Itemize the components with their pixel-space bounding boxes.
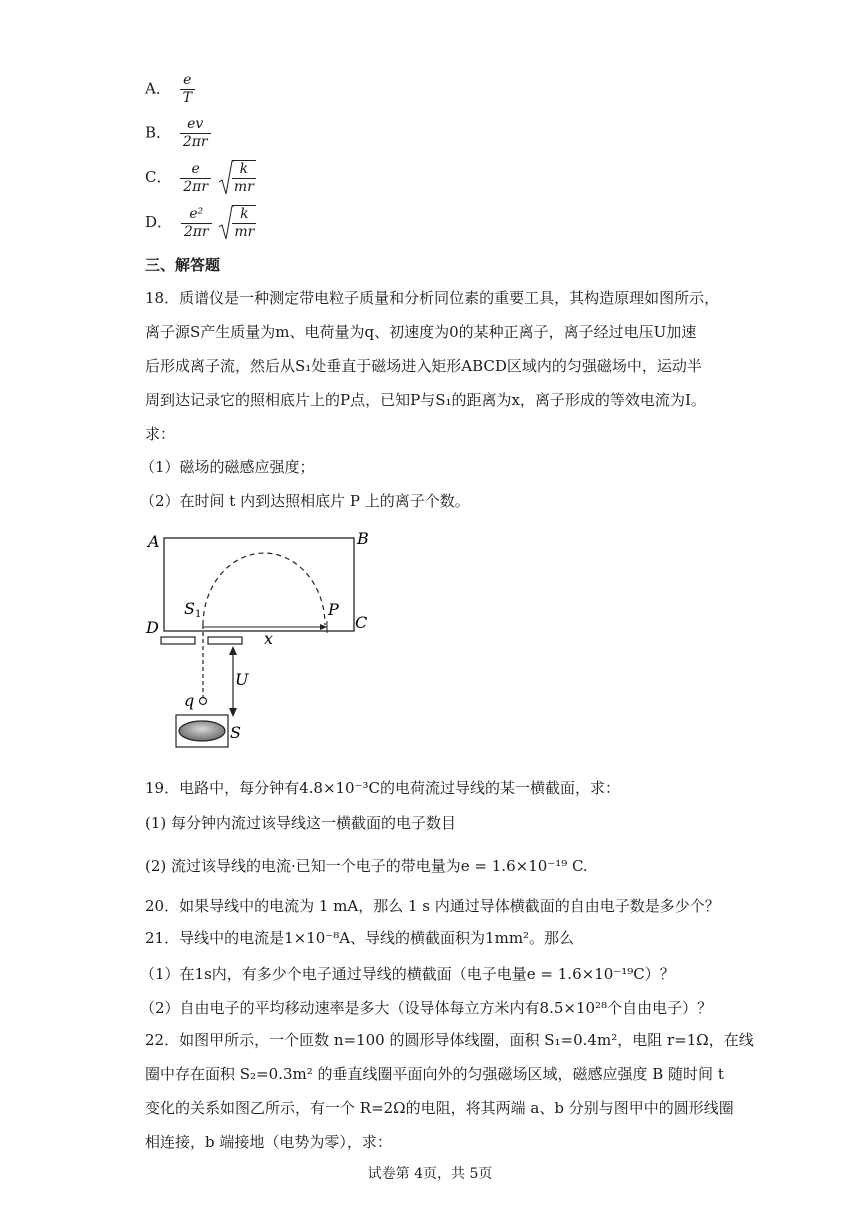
label-p: P: [328, 600, 339, 619]
q20-line: 20．如果导线中的电流为 1 mA，那么 1 s 内通过导体横截面的自由电子数是多少个？: [145, 897, 720, 915]
plate-left: [161, 637, 195, 644]
q22-line-4: 相连接，b 端接地（电势为零），求：: [145, 1133, 392, 1151]
label-s: S: [230, 723, 241, 742]
option-a-label: A．: [145, 79, 171, 98]
voltage-arrow-down: [229, 708, 237, 717]
label-s1-subscript: 1: [195, 609, 202, 620]
q22-line-1: 22．如图甲所示，一个匝数 n=100 的圆形导体线圈，面积 S₁=0.4m²，电阻 r=1Ω，在线: [145, 1031, 754, 1049]
q18-line-5: 求：: [145, 425, 176, 443]
option-c-label: C．: [145, 168, 172, 186]
option-c: [145, 160, 256, 196]
option-b-fraction: [180, 116, 211, 151]
q18-line-3: 后形成离子流，然后从S₁处垂直于磁场进入矩形ABCD区域内的匀强磁场中，运动半: [145, 357, 702, 375]
label-b: B: [357, 529, 369, 548]
plate-right: [208, 637, 242, 644]
option-d-sqrt: [218, 205, 256, 241]
option-b: [145, 116, 211, 151]
q19-sub-1: (1) 每分钟内流过该导线这一横截面的电子数目: [145, 814, 457, 832]
ion-trajectory: [203, 553, 325, 625]
label-d: D: [146, 618, 159, 637]
option-c-numerator: e: [180, 161, 211, 179]
q19-line: 19．电路中，每分钟有4.8×10⁻³C的电荷流过导线的某一横截面，求：: [145, 779, 621, 797]
label-u: U: [235, 670, 249, 689]
charge-q-dot: [200, 698, 207, 705]
option-d-sqrt-denominator: mr: [234, 224, 255, 240]
option-d-numerator: e²: [181, 206, 212, 224]
option-a: [145, 72, 195, 107]
distance-x-arrowhead: [320, 624, 327, 630]
mass-spectrometer-diagram: [140, 525, 380, 755]
q21-sub-1: （1）在1s内，有多少个电子通过导线的横截面（电子电量e = 1.6×10⁻¹⁹C）？: [140, 965, 675, 983]
q21-sub-2: （2）自由电子的平均移动速率是多大（设导体每立方米内有8.5×10²⁸个自由电子）？: [140, 999, 713, 1017]
option-c-sqrt-numerator: k: [232, 161, 256, 179]
q18-sub-2: （2）在时间 t 内到达照相底片 P 上的离子个数。: [140, 492, 470, 510]
option-b-numerator: ev: [180, 116, 211, 134]
q19-sub-2: (2) 流过该导线的电流·已知一个电子的带电量为e = 1.6×10⁻¹⁹ C.: [145, 857, 588, 875]
q21-line: 21．导线中的电流是1×10⁻⁸A、导线的横截面积为1mm²。那么: [145, 929, 575, 947]
label-a: A: [148, 532, 160, 551]
option-c-sqrt-denominator: mr: [233, 179, 254, 195]
q18-line-2: 离子源S产生质量为m、电荷量为q、初速度为0的某种正离子，离子经过电压U加速: [145, 323, 697, 341]
label-c: C: [355, 613, 368, 632]
label-x: x: [264, 629, 274, 648]
option-d-label: D．: [145, 213, 173, 231]
option-c-fraction: [180, 161, 211, 196]
option-b-denominator: 2πr: [182, 134, 208, 150]
label-s1: S: [184, 599, 195, 618]
page-footer: 试卷第 4页，共 5页: [367, 1166, 493, 1182]
option-b-label: B．: [145, 123, 172, 142]
section-heading: 三、解答题: [145, 256, 221, 274]
option-a-denominator: T: [182, 90, 192, 106]
option-d: [145, 205, 256, 241]
option-d-denominator: 2πr: [183, 223, 209, 240]
radical-sign-icon: [218, 160, 234, 196]
option-a-numerator: e: [180, 72, 195, 90]
option-d-sqrt-numerator: k: [232, 206, 256, 224]
option-d-fraction: [181, 206, 212, 241]
q22-line-2: 圈中存在面积 S₂=0.3m² 的垂直线圈平面向外的匀强磁场区域，磁感应强度 B 随时间 t: [145, 1065, 724, 1083]
option-a-fraction: [180, 72, 195, 107]
option-c-denominator: 2πr: [183, 178, 209, 195]
option-c-sqrt: [218, 160, 256, 196]
label-q: q: [184, 691, 195, 710]
voltage-arrow-up: [229, 646, 237, 655]
q22-line-3: 变化的关系如图乙所示，有一个 R=2Ω的电阻，将其两端 a、b 分别与图甲中的圆形线圈: [145, 1099, 734, 1117]
q18-line-1: 18．质谱仪是一种测定带电粒子质量和分析同位素的重要工具，其构造原理如图所示，: [145, 289, 720, 307]
q18-line-4: 周到达记录它的照相底片上的P点，已知P与S₁的距离为x，离子形成的等效电流为I。: [145, 391, 706, 409]
ion-source-ellipse: [179, 721, 225, 741]
radical-sign-icon: [218, 205, 234, 241]
q18-sub-1: （1）磁场的磁感应强度；: [140, 458, 315, 476]
